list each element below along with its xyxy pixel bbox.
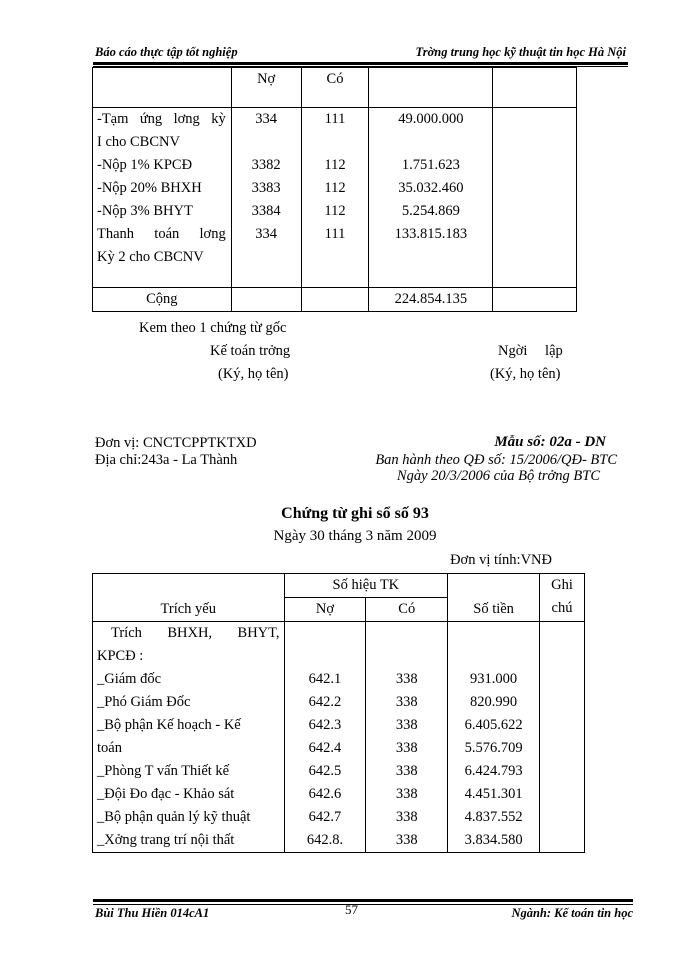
t2-desc: _Phó Giám Đốc	[97, 694, 191, 710]
table-2-header-row	[93, 574, 585, 598]
header-rule-thick	[93, 62, 628, 65]
t1-co: 111	[301, 223, 369, 288]
t1-col-no: Nợ	[231, 68, 301, 108]
t1-no: 334	[231, 223, 301, 288]
footer-rule-thin	[93, 904, 633, 905]
t1-co: 112	[301, 177, 369, 200]
table-row	[93, 200, 577, 223]
t2-head-desc: Trích yếu	[93, 574, 285, 622]
t1-desc: -Nộp 1% KPCĐ	[93, 154, 232, 177]
t2-no: 642.6	[308, 786, 342, 802]
table-1-header-row	[93, 68, 577, 108]
form-number: Mẫu số: 02a - DN	[494, 434, 606, 450]
header-right: Trờng trung học kỹ thuật tin học Hà Nội	[415, 45, 626, 59]
t2-no: 642.5	[308, 763, 342, 779]
t2-no: 642.2	[308, 694, 342, 710]
t2-co: 338	[395, 809, 418, 825]
t1-co: 112	[301, 154, 369, 177]
t2-no: 642.1	[308, 671, 342, 687]
t1-desc: -Nộp 20% BHXH	[93, 177, 232, 200]
t2-intro-line: Trích BHXH, BHYT,	[111, 625, 280, 641]
t2-co: 338	[395, 740, 418, 756]
sig-right-sub: (Ký, họ tên)	[490, 366, 561, 382]
decree-date: Ngày 20/3/2006 của Bộ trởng BTC	[396, 468, 600, 484]
t2-amount: 6.405.622	[464, 717, 523, 733]
t2-co: 338	[395, 763, 418, 779]
t2-amount: 820.990	[470, 694, 518, 710]
t1-desc: -Nộp 3% BHYT	[93, 200, 232, 223]
t1-desc: Thanh toán lơng	[97, 226, 226, 242]
t2-head-note: Ghi chú	[540, 574, 585, 622]
footer-right: Ngành: Kế toán tin học	[511, 906, 633, 920]
t2-amount: 3.834.580	[464, 832, 523, 848]
t1-total-amount: 224.854.135	[369, 288, 493, 312]
t2-co: 338	[395, 671, 418, 687]
t1-desc: Kỳ 2 cho CBCNV	[97, 249, 204, 265]
currency-unit: Đơn vị tính:VNĐ	[450, 552, 552, 568]
t2-head-account: Số hiệu TK	[284, 574, 448, 598]
t1-desc: -Tạm ứng lơng kỳ	[97, 111, 226, 127]
header-left: Báo cáo thực tập tốt nghiệp	[95, 45, 238, 59]
t1-amount: 5.254.869	[369, 200, 493, 223]
t2-no: 642.4	[308, 740, 342, 756]
t2-note-col	[540, 622, 585, 853]
table-row	[93, 108, 577, 155]
table-row	[93, 177, 577, 200]
t2-desc: _Bộ phận Kế hoạch - Kế	[97, 717, 241, 733]
t2-no-col	[284, 622, 366, 853]
t2-desc-col	[93, 622, 285, 853]
t2-desc: toán	[97, 740, 122, 756]
t1-co: 111	[301, 108, 369, 155]
t1-no: 3383	[231, 177, 301, 200]
t1-no: 334	[231, 108, 301, 155]
t1-no: 3382	[231, 154, 301, 177]
table-row	[93, 154, 577, 177]
t1-desc: I cho CBCNV	[97, 134, 180, 150]
t2-desc: _Bộ phận quản lý kỹ thuật	[97, 809, 251, 825]
t2-intro-line: KPCĐ :	[97, 648, 144, 664]
voucher-date: Ngày 30 tháng 3 năm 2009	[273, 528, 437, 544]
voucher-title: Chứng từ ghi sổ số 93	[281, 505, 429, 522]
t1-amount: 35.032.460	[369, 177, 493, 200]
t2-co: 338	[395, 717, 418, 733]
t2-desc: _Giám đốc	[97, 671, 162, 687]
t2-co: 338	[395, 694, 418, 710]
t1-no: 3384	[231, 200, 301, 223]
t2-desc: _Xởng trang trí nội thất	[97, 832, 235, 848]
footer-left: Bùi Thu Hiền 014cA1	[95, 906, 210, 920]
t2-amount: 4.451.301	[464, 786, 523, 802]
t2-no: 642.8.	[306, 832, 344, 848]
table-row	[93, 223, 577, 288]
t1-amount: 133.815.183	[369, 223, 493, 288]
t2-desc: _Đội Đo đạc - Khảo sát	[97, 786, 235, 802]
sig-left-sub: (Ký, họ tên)	[218, 366, 289, 382]
t2-amount: 931.000	[470, 671, 518, 687]
t1-col-note	[493, 68, 577, 108]
footer-rule-thick	[93, 899, 633, 902]
t2-amount: 6.424.793	[464, 763, 523, 779]
unit-address: Địa chỉ:243a - La Thành	[95, 452, 238, 468]
decree: Ban hành theo QĐ số: 15/2006/QĐ- BTC	[375, 452, 617, 468]
t2-head-co: Có	[366, 598, 448, 622]
t2-amount: 5.576.709	[464, 740, 523, 756]
t1-amount: 1.751.623	[369, 154, 493, 177]
sig-left-title: Kế toán trởng	[210, 343, 291, 359]
t2-amount-col	[448, 622, 540, 853]
t2-desc: _Phòng T vấn Thiết kế	[97, 763, 230, 779]
table-2	[92, 573, 585, 853]
table-2-body	[93, 622, 585, 853]
t1-amount: 49.000.000	[369, 108, 493, 155]
t1-col-desc	[93, 68, 232, 108]
t1-co: 112	[301, 200, 369, 223]
table-1	[92, 67, 577, 312]
t2-co: 338	[395, 832, 418, 848]
page-number: 57	[345, 902, 358, 917]
sig-right-title: Ngời lập	[498, 343, 563, 359]
t1-col-amount	[369, 68, 493, 108]
t2-head-no: Nợ	[284, 598, 366, 622]
t1-col-co: Có	[301, 68, 369, 108]
table-1-total-row	[93, 288, 577, 312]
t2-no: 642.7	[308, 809, 342, 825]
t2-head-amount: Số tiền	[448, 574, 540, 622]
t1-total-label: Cộng	[93, 288, 232, 312]
t2-co-col	[366, 622, 448, 853]
unit-name: Đơn vị: CNCTCPPTKTXD	[95, 435, 257, 451]
attach-note: Kem theo 1 chứng từ gốc	[139, 320, 287, 336]
t2-amount: 4.837.552	[464, 809, 523, 825]
t2-no: 642.3	[308, 717, 342, 733]
t2-co: 338	[395, 786, 418, 802]
